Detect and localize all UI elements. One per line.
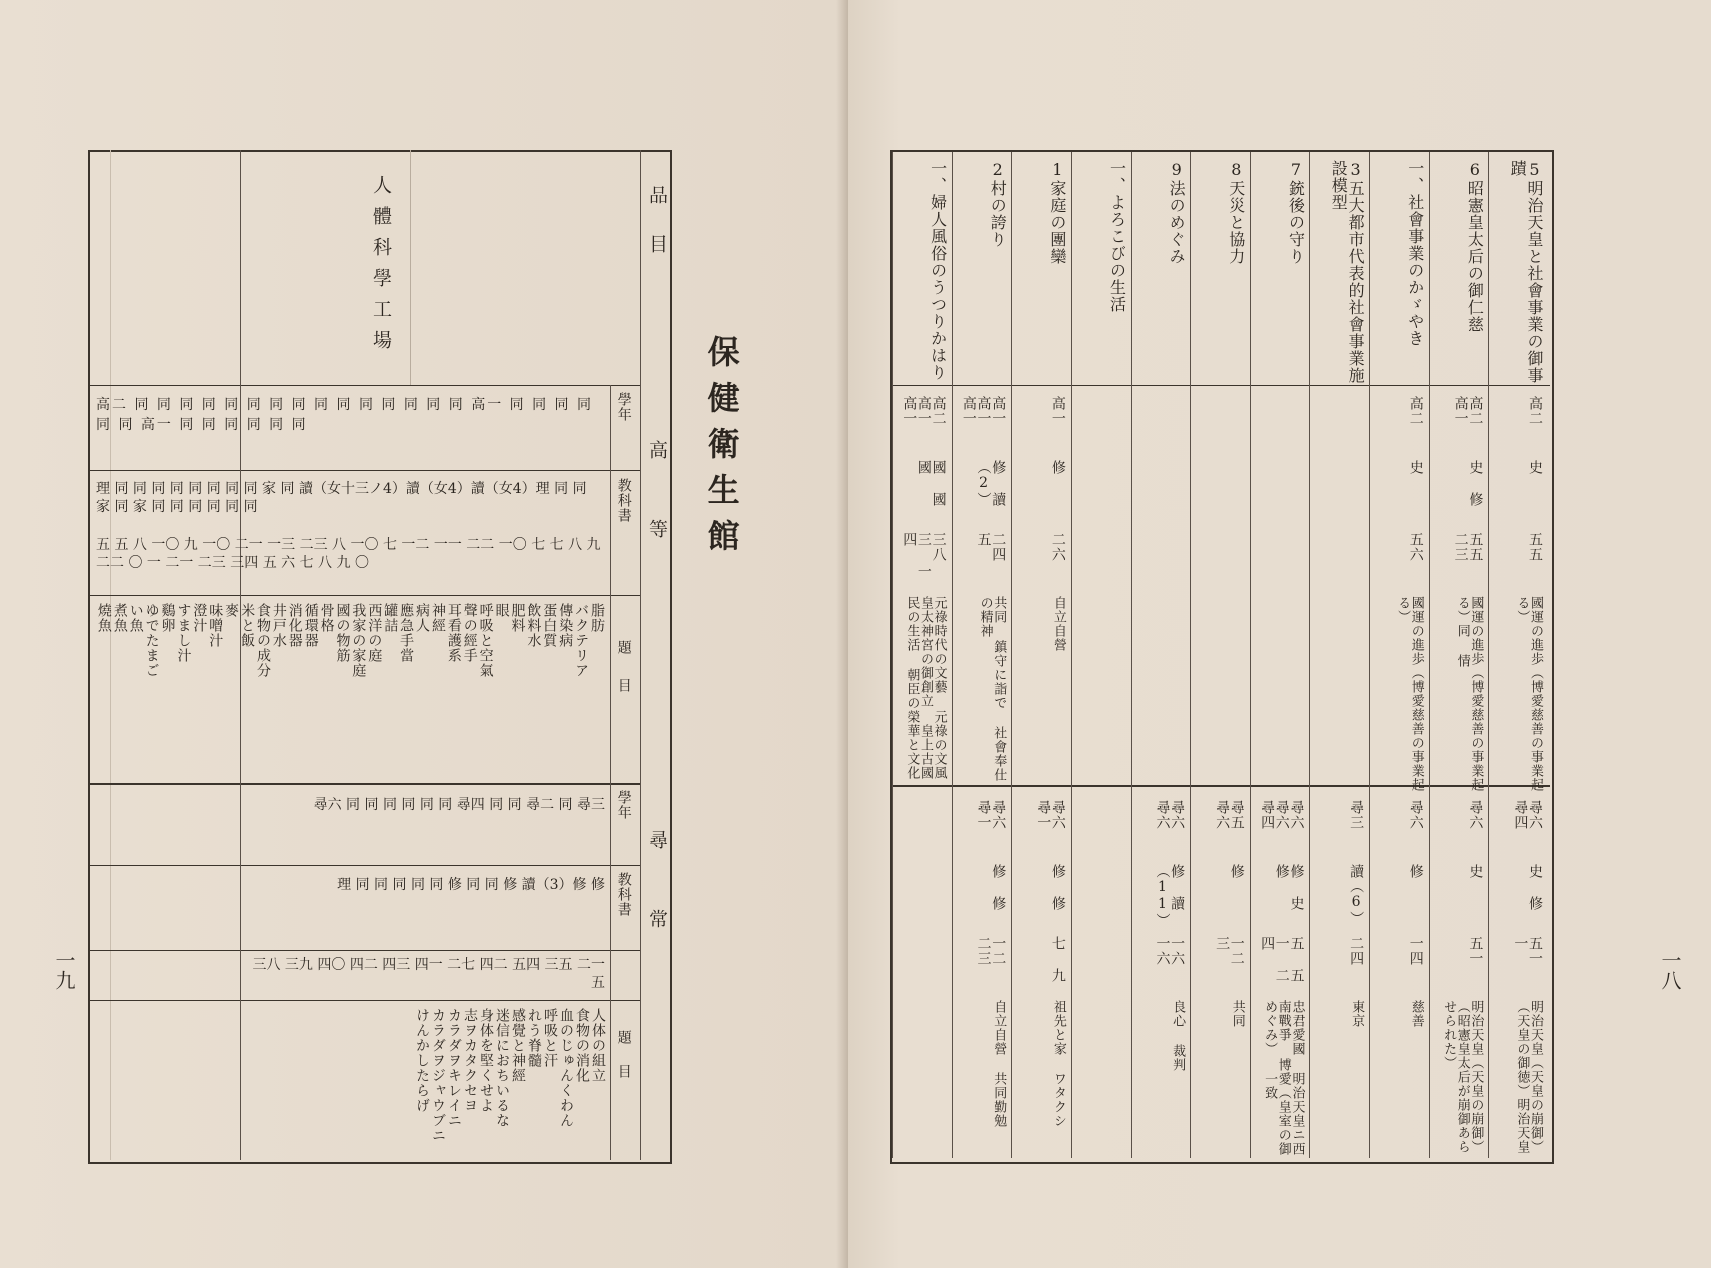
upper-topic-item: 澄汁 (191, 603, 208, 633)
upper-books: 理 同 同 同 同 同 同 同 同 家 同 讀（女十三ノ4）讀（女4）讀（女4）理 同 同 家 同 家 同 同 同 同 同 同 (96, 481, 587, 515)
exhibit-u-page: 五五 (1527, 532, 1543, 562)
upper-topic-item: 聲の經手 (461, 603, 478, 663)
label-subject: 題目 (615, 640, 632, 716)
upper-topic-item: 食物の成分 (254, 603, 271, 678)
upper-topic-item: 國の物筋 (334, 603, 351, 663)
upper-topic-item: 神經 (429, 603, 446, 633)
label-divider (610, 385, 611, 1160)
exhibit-u-book: 史 (1407, 460, 1424, 475)
exhibit-u-page: 五五 二三 (1452, 532, 1484, 562)
exhibit-l-grade: 尋六 尋六 尋四 (1259, 800, 1305, 830)
exhibit-name: 3五大都市代表的社會事業施設模型 (1329, 160, 1366, 384)
lower-topic-item: 食物の消化 (574, 1008, 590, 1083)
exhibit-l-page: 二四 (1348, 936, 1365, 966)
label-lower-subject: 題目 (615, 1030, 632, 1098)
exhibit-l-topic: 東京 (1349, 1000, 1365, 1028)
lower-topic-item: 人体の組立 (590, 1008, 606, 1083)
row-divider-grade (88, 470, 640, 471)
upper-topic-item: 肥料 (509, 603, 526, 633)
upper-topic-item: 應急手當 (398, 603, 415, 663)
exhibit-l-book: 史 (1467, 864, 1484, 879)
exhibit-l-page: 一二 二三 (975, 936, 1007, 966)
right-exhibit-columns (892, 152, 1548, 1158)
upper-topic-item: バクテリア (573, 603, 590, 678)
label-lower-grade: 學年 (615, 790, 632, 820)
page-title: 保健衛生館 (702, 335, 741, 565)
exhibit-name: 一、よろこびの生活 (1107, 160, 1127, 313)
exhibit-name: 一、社會事業のかゞやき (1405, 160, 1425, 347)
exhibit-u-page: 五六 (1407, 532, 1424, 562)
lower-topic-item: 感覺と神經 (510, 1008, 526, 1083)
upper-topic-item: 我家の家庭 (350, 603, 367, 678)
upper-topic-item: 消化器 (286, 603, 303, 648)
header-lower: 尋常 (645, 830, 668, 988)
exhibit-u-topic: 共同 鎮守に詣で 社會奉仕の精神 (977, 596, 1007, 782)
exhibit-name: 7銃後の守り (1286, 160, 1306, 265)
upper-topic-item: 米と飯 (239, 603, 256, 648)
header-divider (640, 150, 641, 1160)
exhibit-l-book: 修 史 修 (1273, 864, 1305, 911)
label-lower-textbook: 教科書 (615, 872, 632, 917)
exhibit-u-topic: 國運の進歩（博愛慈善の事業起る）同 情 (1454, 596, 1484, 792)
row-divider-lower-book (88, 865, 640, 866)
lower-topic-item: れう脊髓 (526, 1008, 542, 1068)
exhibit-l-topic: 共同 (1229, 1000, 1245, 1028)
exhibit-l-topic: 自立自營 共同勤勉 (991, 1000, 1007, 1128)
upper-topic-item: 西洋の庭 (366, 603, 383, 663)
header-item: 品目 (645, 185, 668, 283)
lower-topic-item: 身体を堅くせよ (478, 1008, 494, 1113)
exhibit-l-book: 修 修 (990, 864, 1007, 911)
upper-topic-item: 脂肪 (589, 603, 605, 633)
exhibit-name: 人體科學工場 (369, 175, 392, 361)
upper-topic-item: 煮魚 (111, 603, 128, 633)
label-grade: 學年 (615, 392, 632, 422)
exhibit-l-book: 修 讀（11） (1154, 864, 1186, 928)
lower-topic-item: 迷信におちいるな (494, 1008, 510, 1128)
page-number-left: 一九 (52, 950, 76, 990)
exhibit-l-grade: 尋六 (1467, 800, 1484, 830)
row-divider-exhibit (88, 385, 640, 386)
upper-topic-item: 麥 (223, 603, 240, 618)
exhibit-column (1429, 152, 1489, 1158)
lower-topic-item: 血のじゅんくわん (558, 1008, 574, 1128)
upper-topic-item: 病人 (414, 603, 431, 633)
exhibit-l-page: 五 五一 二四 (1259, 936, 1305, 983)
upper-grades: 高二 同 同 同 同 同 同 同 同 同 同 同 同 同 同 同 高一 同 同 同 同 同 同 高一 同 同 同 同 同 同 (96, 397, 594, 433)
exhibit-u-topic: 自立自營 (1050, 596, 1066, 652)
exhibit-l-grade: 尋六 (1407, 800, 1424, 830)
row-divider-lower-topic (88, 1000, 640, 1001)
upper-topic-item: 罐詰 (382, 603, 399, 633)
upper-topic-item: 井戸水 (270, 603, 287, 648)
exhibit-u-book: 國 國 國 (915, 460, 947, 507)
exhibit-column (892, 152, 952, 1158)
exhibit-u-grade: 高二 高一 高一 (901, 396, 947, 426)
exhibit-u-page: 三八 三 一四 (901, 532, 947, 579)
upper-topic-item: 飲料水 (525, 603, 542, 648)
exhibit-name: 一、婦人風俗のうつりかはり (928, 160, 948, 381)
upper-topic-item: 呼吸と空氣 (477, 603, 494, 678)
exhibit-l-grade: 尋三 (1348, 800, 1365, 830)
header-upper: 高等 (645, 440, 668, 598)
lower-topic-list (380, 1008, 605, 1153)
upper-topic-item: ゆでたまご (143, 603, 160, 678)
upper-topic-item: い魚 (127, 603, 144, 633)
exhibit-l-topic: 祖先と家 ワタクシ (1050, 1000, 1066, 1128)
exhibit-u-topic: 國運の進歩（博愛慈善の事業起る） (1514, 596, 1543, 792)
upper-topic-item: 循環器 (302, 603, 319, 648)
exhibit-u-book: 史 (1527, 460, 1543, 475)
exhibit-column (1011, 152, 1071, 1158)
upper-topic-item: 燒魚 (95, 603, 112, 633)
exhibit-l-grade: 尋五 尋六 (1214, 800, 1245, 830)
lower-grades: 尋六 同 同 同 同 同 同 尋四 同 同 尋二 同 尋三 (313, 797, 605, 813)
lower-pages: 三八 三九 四〇 四二 四三 四一 二七 四二 五四 三五 二一 五 (252, 957, 605, 991)
label-textbook: 教科書 (615, 478, 632, 523)
exhibit-u-grade: 高二 (1527, 396, 1543, 426)
exhibit-l-book: 修 (1407, 864, 1424, 879)
left-page (0, 0, 848, 1268)
lower-topic-item: カラダヲジャウブニ (430, 1008, 446, 1143)
upper-topic-item: 耳看護系 (445, 603, 462, 663)
exhibit-name: 1家庭の團欒 (1047, 160, 1067, 265)
exhibit-u-book: 史 修 (1467, 460, 1484, 507)
exhibit-l-topic: 明治天皇（天皇の崩御）（昭憲皇太后が崩御あらせられた） (1441, 1000, 1484, 1154)
exhibit-name: 2村の誇り (988, 160, 1008, 248)
upper-topic-list (96, 603, 604, 778)
upper-topic-item: 鷄卵 (159, 603, 176, 633)
lower-topic-item: 呼吸と汗 (542, 1008, 558, 1068)
exhibit-l-topic: 良心 裁判 (1170, 1000, 1186, 1072)
exhibit-u-grade: 高一 (1049, 396, 1066, 426)
exhibit-u-topic: 國運の進歩（博愛慈善の事業起る） (1395, 596, 1424, 792)
exhibit-l-topic: 明治天皇（天皇の崩御）（天皇の御徳）明治天皇 (1514, 1000, 1543, 1154)
exhibit-column (1488, 152, 1548, 1158)
lower-topic-item: けんかしたらげ (414, 1008, 430, 1113)
exhibit-column (1369, 152, 1429, 1158)
exhibit-l-page: 五一 一 (1512, 936, 1543, 966)
exhibit-l-book: 修 修 (1049, 864, 1066, 911)
exhibit-divider-right (410, 150, 411, 385)
row-divider-lower-page (88, 950, 640, 951)
exhibit-name: 6昭憲皇太后の御仁慈 (1465, 160, 1485, 333)
exhibit-name: 9法のめぐみ (1167, 160, 1187, 265)
lower-topic-item: カラダヲキレイニ (446, 1008, 462, 1128)
exhibit-l-grade: 尋六 尋六 (1154, 800, 1186, 830)
exhibit-l-book: 史 修 (1527, 864, 1543, 911)
exhibit-u-page: 二四 五 (975, 532, 1007, 562)
exhibit-l-page: 七 九 (1049, 936, 1066, 983)
exhibit-l-page: 一二 三 (1214, 936, 1245, 966)
exhibit-l-grade: 尋六 尋一 (1035, 800, 1066, 830)
exhibit-column (1071, 152, 1131, 1158)
upper-topic-item: 味噌汁 (207, 603, 224, 648)
row-divider-page (88, 595, 640, 596)
exhibit-l-book: 讀（6） (1348, 864, 1365, 926)
upper-topic-item: 傳染病 (557, 603, 574, 648)
exhibit-u-grade: 高二 高一 (1452, 396, 1484, 426)
exhibit-column (1309, 152, 1369, 1158)
exhibit-u-grade: 高二 (1407, 396, 1424, 426)
upper-pages: 五 五 八 一〇 九 一〇 二一 一三 二三 八 一〇 七 一二 一一 二二 一〇 七 七 八 九 二二 〇 一 二一 二三 三四 五 六 七 八 九 〇 (96, 537, 601, 571)
exhibit-u-page: 二六 (1049, 532, 1066, 562)
exhibit-l-grade: 尋六 尋四 (1512, 800, 1543, 830)
exhibit-u-topic: 元祿時代の文藝 元祿の文風 皇太神宮の御創立 皇上古國民の生活 朝臣の榮華と文化 (904, 596, 947, 780)
exhibit-l-book: 修 (1228, 864, 1245, 879)
lower-books: 理 同 同 同 同 同 修 同 同 修 讀（3）修 修 (337, 877, 605, 893)
lower-topic-item: 志ヲカタクセヨ (462, 1008, 478, 1113)
exhibit-l-topic: 忠君愛國 明治天皇ニ西南戰爭 博愛（皇室の御めぐみ） 一致 (1262, 1000, 1305, 1156)
exhibit-u-book: 修 讀（2） (975, 460, 1007, 507)
upper-topic-item: 眼 (493, 603, 510, 618)
exhibit-column (1190, 152, 1250, 1158)
upper-topic-item: すまし汁 (175, 603, 192, 663)
row-divider-section (88, 783, 640, 785)
page-number-right: 一八 (1658, 950, 1682, 990)
exhibit-name: 8天災と協力 (1226, 160, 1246, 265)
exhibit-column (1131, 152, 1191, 1158)
exhibit-column (1250, 152, 1310, 1158)
exhibit-l-page: 一四 (1407, 936, 1424, 966)
right-page (848, 0, 1711, 1268)
exhibit-u-book: 修 (1049, 460, 1066, 475)
upper-topic-item: 蛋白質 (541, 603, 558, 648)
exhibit-l-grade: 尋六 尋一 (975, 800, 1007, 830)
exhibit-column (952, 152, 1012, 1158)
upper-topic-item: 骨格 (318, 603, 335, 633)
exhibit-l-page: 一六 一六 (1154, 936, 1186, 966)
exhibit-name: 5明治天皇と社會事業の御事蹟 (1508, 160, 1544, 384)
exhibit-u-grade: 高一 高一 高一 (960, 396, 1007, 426)
exhibit-l-page: 五一 (1467, 936, 1484, 966)
exhibit-l-topic: 慈善 (1408, 1000, 1424, 1028)
